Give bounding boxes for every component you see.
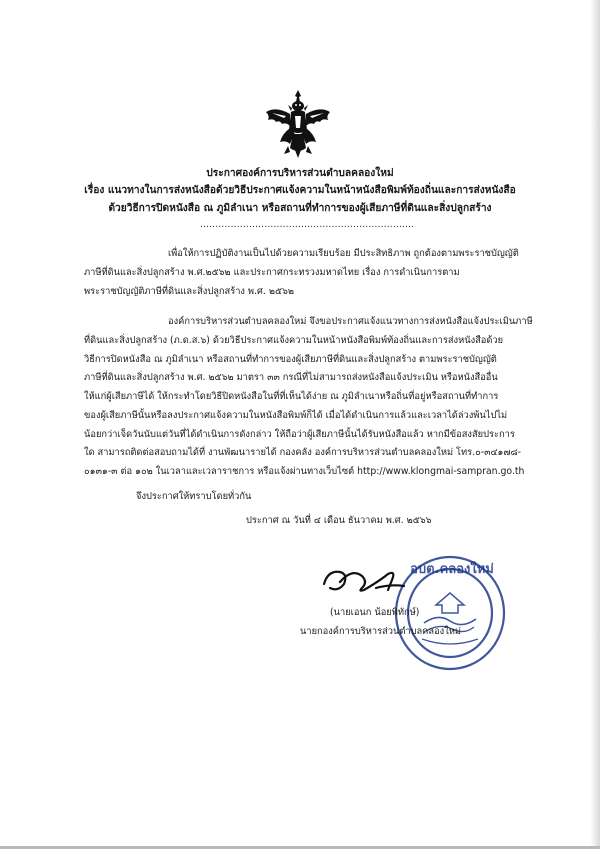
subject-line-1: เรื่อง แนวทางในการส่งหนังสือด้วยวิธีประกาศแจ้งความในหน้าหนังสือพิมพ์ท้องถิ่นและการส่งหนังสือ — [84, 185, 516, 196]
paragraph-2-line: ภาษีที่ดินและสิ่งปลูกสร้าง พ.ศ. ๒๕๖๒ มาตรา ๓๓ กรณีที่ไม่สามารถส่งหนังสือแจ้งประเมิน หรือหนังสืออื่น — [84, 372, 498, 383]
signatory-position: นายกองค์การบริหารส่วนตำบลคลองใหม่ — [300, 626, 462, 637]
paragraph-2-line: วิธีการปิดหนังสือ ณ ภูมิลำเนา หรือสถานที่ทำการของผู้เสียภาษีที่ดินและสิ่งปลูกสร้าง ตามพระราชบัญญัติ — [84, 354, 497, 365]
paragraph-1-line: พระราชบัญญัติภาษีที่ดินและสิ่งปลูกสร้าง พ.ศ. ๒๕๖๒ — [84, 286, 295, 297]
page-edge-shadow — [590, 0, 600, 849]
garuda-emblem-icon — [262, 88, 334, 160]
paragraph-2-line: น้อยกว่าเจ็ดวันนับแต่วันที่ได้ดำเนินการดังกล่าว ให้ถือว่าผู้เสียภาษีนั้นได้รับหนังสือแล้ว หากมีข้อสงสัยประการ — [84, 429, 515, 440]
paragraph-2-line: ให้แก่ผู้เสียภาษีได้ ให้กระทำโดยวิธีปิดหนังสือในที่ที่เห็นได้ง่าย ณ ภูมิลำเนาหรือถิ่นที่อยู่หรือสถานที่ทำการ — [84, 391, 499, 402]
paragraph-1-line: เพื่อให้การปฏิบัติงานเป็นไปด้วยความเรียบร้อย มีประสิทธิภาพ ถูกต้องตามพระราชบัญญัติ — [168, 248, 519, 259]
announcement-title: ประกาศองค์การบริหารส่วนตำบลคลองใหม่ — [206, 168, 394, 179]
paragraph-2-line: ๐๑๓๑-๓ ต่อ ๑๐๒ ในเวลาและเวลาราชการ หรือแจ้งผ่านทางเว็บไซต์ http://www.klongmai-sampran.go.th — [84, 466, 525, 477]
signatory-name: (นายเอนก น้อยพิทักษ์) — [330, 607, 420, 618]
paragraph-2-line: องค์การบริหารส่วนตำบลคลองใหม่ จึงขอประกาศแจ้งแนวทางการส่งหนังสือแจ้งประเมินภาษี — [168, 316, 533, 327]
stamp-text: อบต.คลองใหม่ — [410, 562, 494, 577]
paragraph-2-line: ที่ดินและสิ่งปลูกสร้าง (ภ.ด.ส.๖) ด้วยวิธีประกาศแจ้งความในหน้าหนังสือพิมพ์ท้องถิ่นและการส่งหนังสือด้วย — [84, 335, 504, 346]
paragraph-2-line: ใด สามารถติดต่อสอบถามได้ที่ งานพัฒนารายได้ กองคลัง องค์การบริหารส่วนตำบลคลองใหม่ โทร.๐-๓๔๑๗๘- — [84, 447, 521, 458]
paragraph-2-line: ของผู้เสียภาษีนั้นหรือลงประกาศแจ้งความในหนังสือพิมพ์ก็ได้ เมื่อได้ดำเนินการแล้วและเวลาได้ล่วงพ้นไปไม่ — [84, 410, 508, 421]
announcement-date: ประกาศ ณ วันที่ ๔ เดือน ธันวาคม พ.ศ. ๒๕๖๖ — [246, 515, 432, 526]
handwritten-signature-icon — [318, 560, 408, 600]
paragraph-1-line: ภาษีที่ดินและสิ่งปลูกสร้าง พ.ศ.๒๕๖๒ และประกาศกระทรวงมหาดไทย เรื่อง การดำเนินการตาม — [84, 267, 460, 278]
closing-statement: จึงประกาศให้ทราบโดยทั่วกัน — [136, 491, 252, 502]
subject-line-2: ด้วยวิธีการปิดหนังสือ ณ ภูมิลำเนา หรือสถานที่ทำการของผู้เสียภาษีที่ดินและสิ่งปลูกสร้าง — [108, 203, 492, 214]
dotted-divider: ...................................................................... — [200, 220, 415, 230]
